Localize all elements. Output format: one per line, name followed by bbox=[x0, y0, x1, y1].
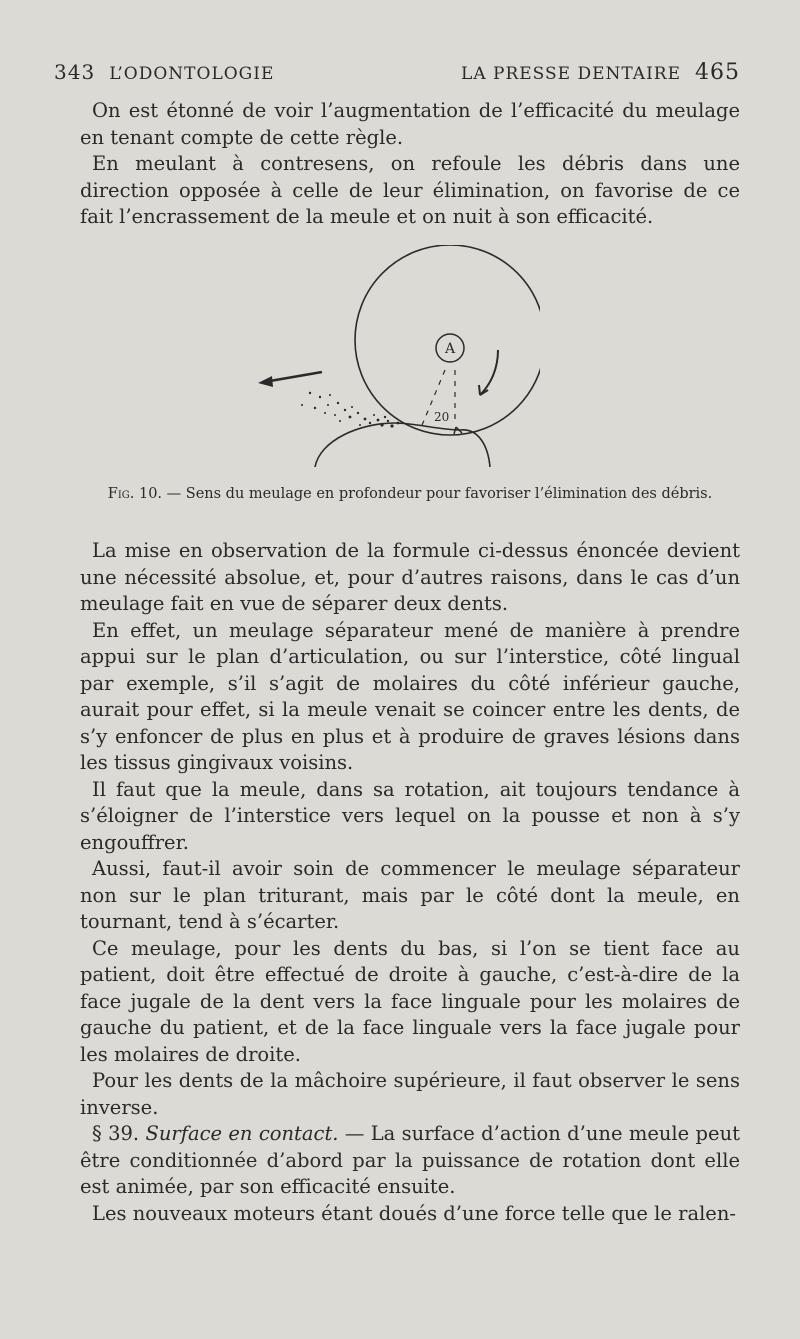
text-block-top bbox=[80, 98, 740, 231]
angle-label: 20 bbox=[434, 410, 450, 424]
left-page-number: 343 bbox=[54, 60, 96, 84]
left-running-title: L’ODONTOLOGIE bbox=[109, 64, 275, 84]
paragraph: La mise en observation de la formule ci-dessus énoncée devient une nécessité absolue, et, pour d’autres raisons, dans le cas d’un meulage fait en vue de séparer deux dents. bbox=[80, 539, 740, 615]
right-page-number: 465 bbox=[695, 60, 740, 85]
section-paragraph bbox=[80, 1121, 740, 1201]
axis-label: A bbox=[444, 341, 456, 357]
paragraph: Il faut que la meule, dans sa rotation, ait toujours tendance à s’éloigner de l’interstice vers lequel on la pousse et non à s’y engouffrer. bbox=[80, 777, 740, 854]
header-left bbox=[54, 60, 274, 84]
paragraph: En effet, un meulage séparateur mené de manière à prendre appui sur le plan d’articulation, ou sur l’interstice, côté lingual par exemple, s’il s’agit de molaires du côté inférieur gauche, aurait pour effet, si la meule venait se coincer entre les dents, de s’y enfoncer de plus en plus et à produire de graves lésions dans les tissus gingivaux voisins. bbox=[80, 618, 740, 774]
right-running-title: LA PRESSE DENTAIRE bbox=[461, 64, 681, 84]
text-block-bottom bbox=[80, 538, 740, 1227]
caption-text: — Sens du meulage en profondeur pour favoriser l’élimination des débris. bbox=[166, 486, 713, 502]
paragraph: Les nouveaux moteurs étant doués d’une force telle que le ralen- bbox=[92, 1201, 736, 1225]
section-number: § 39. bbox=[92, 1122, 140, 1145]
rotation-arrow bbox=[480, 350, 498, 395]
section-text: — La surface d’action d’une meule peut être conditionnée d’abord par la puissance de rotation dont elle est animée, par son efficacité ensuite. bbox=[80, 1122, 740, 1198]
figure-caption bbox=[80, 486, 740, 502]
header-right bbox=[461, 60, 740, 85]
paragraph: Aussi, faut-il avoir soin de commencer le meulage séparateur non sur le plan triturant, mais par le côté dont la meule, en tournant, tend à s’écarter. bbox=[80, 857, 740, 933]
caption-prefix: Fig. 10. bbox=[107, 486, 163, 502]
figure-drawing bbox=[240, 245, 540, 490]
tooth-outline bbox=[315, 423, 490, 467]
debris-arrowhead-icon bbox=[258, 376, 273, 387]
paragraph: En meulant à contresens, on refoule les débris dans une direction opposée à celle de leur élimination, on favorise de ce fait l’encrassement de la meule et on nuit à son efficacité. bbox=[80, 152, 740, 228]
paragraph: Pour les dents de la mâchoire supérieure, il faut observer le sens inverse. bbox=[80, 1069, 740, 1119]
grinding-wheel bbox=[355, 245, 540, 435]
paragraph: Ce meulage, pour les dents du bas, si l’on se tient face au patient, doit être effectué de droite à gauche, c’est-à-dire de la face jugale de la dent vers la face linguale pour les molaires de gauche du patient, et de la face linguale vers la face jugale pour les molaires de droite. bbox=[80, 936, 740, 1066]
section-title: Surface en contact. bbox=[145, 1122, 339, 1145]
paragraph: On est étonné de voir l’augmentation de l’efficacité du meulage en tenant compte de cette règle. bbox=[80, 99, 740, 149]
grinding-wheel-figure bbox=[240, 245, 540, 490]
running-header bbox=[54, 60, 740, 90]
debris-direction-arrow bbox=[264, 372, 322, 382]
